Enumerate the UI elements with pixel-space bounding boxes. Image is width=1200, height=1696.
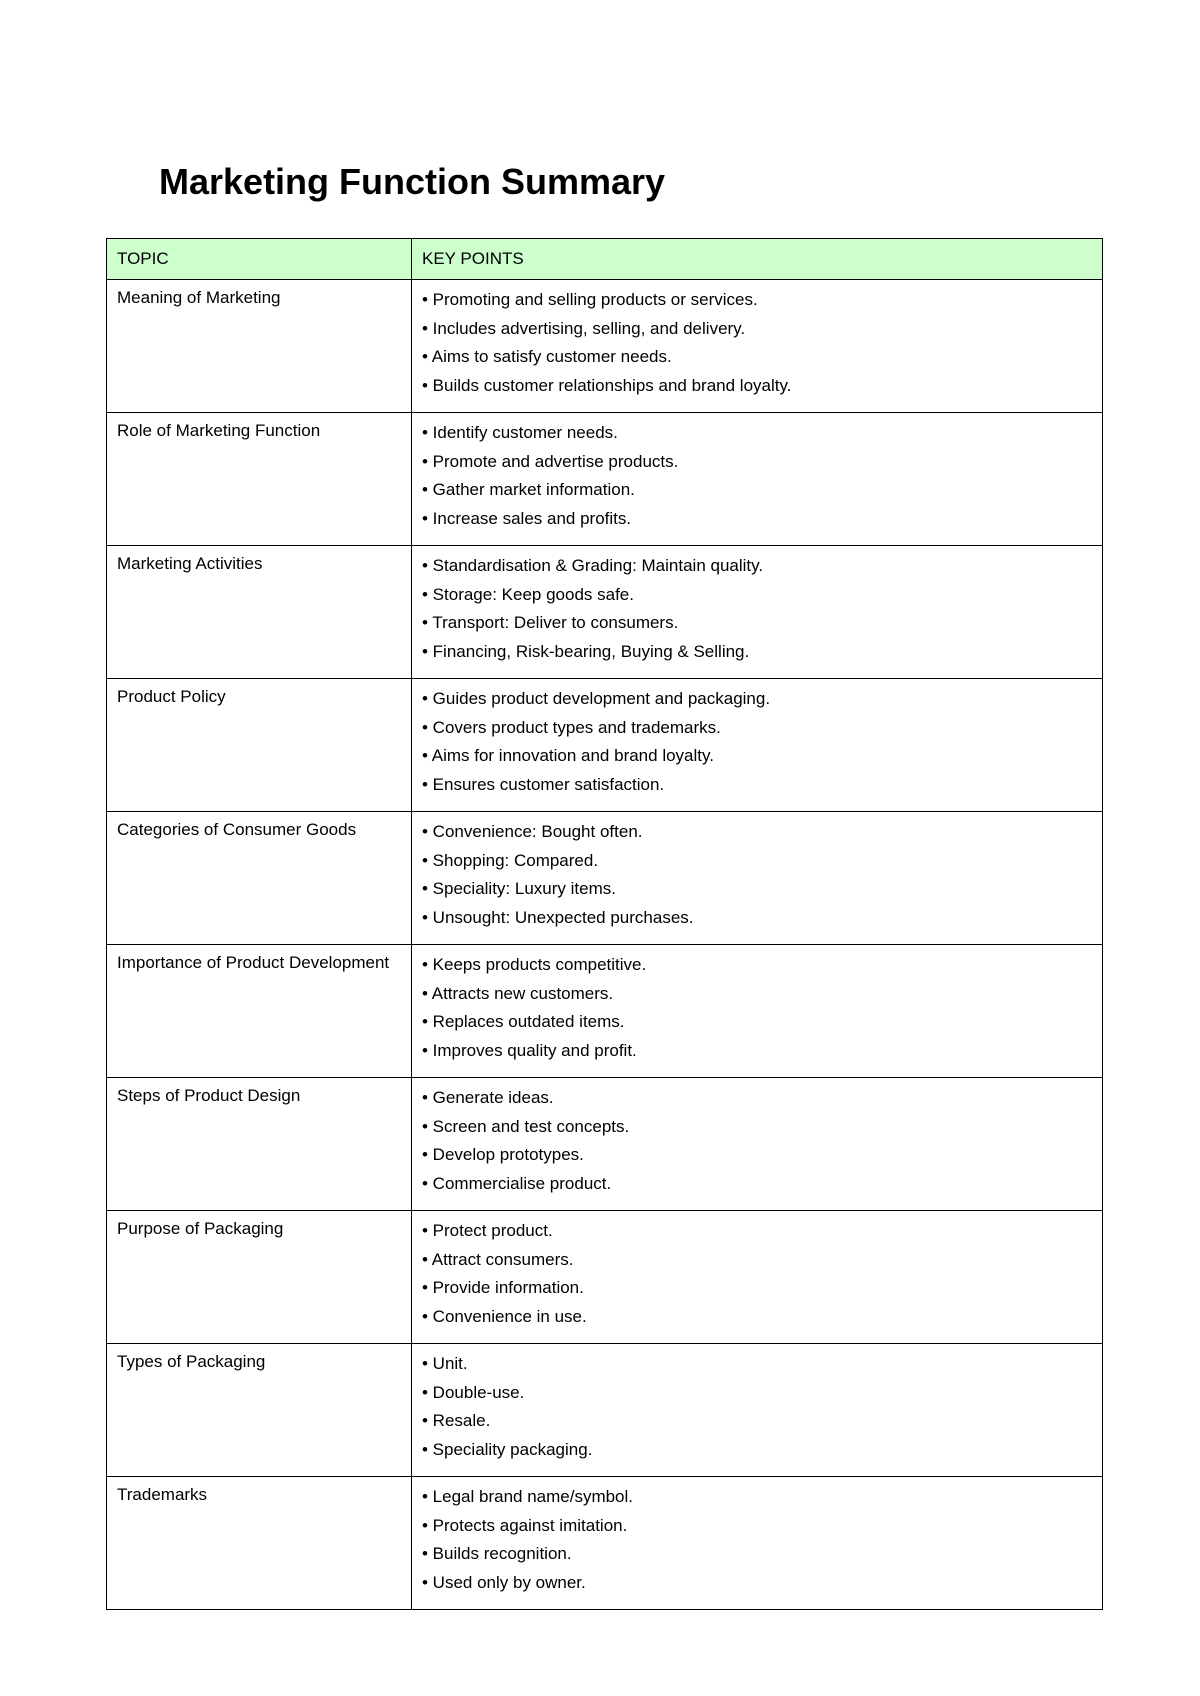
key-points-cell	[412, 812, 1103, 945]
key-point: • Gather market information.	[422, 480, 635, 500]
key-point: • Increase sales and profits.	[422, 508, 632, 528]
key-point: • Double-use.	[422, 1382, 525, 1402]
key-point: • Transport: Deliver to consumers.	[422, 613, 679, 633]
key-points-cell	[412, 1477, 1103, 1610]
topic-cell: Types of Packaging	[107, 1344, 412, 1477]
key-point: • Generate ideas.	[422, 1088, 554, 1107]
table-row	[107, 812, 1103, 945]
topic-cell: Product Policy	[107, 679, 412, 812]
key-points-cell	[412, 1078, 1103, 1211]
topic-cell: Trademarks	[107, 1477, 412, 1610]
key-point: • Attract consumers.	[422, 1249, 574, 1269]
key-point: • Protects against imitation.	[422, 1515, 628, 1535]
key-point: • Used only by owner.	[422, 1572, 586, 1592]
summary-table	[106, 238, 1103, 1610]
table-row	[107, 945, 1103, 1078]
key-point: • Shopping: Compared.	[422, 850, 599, 870]
table-body	[107, 280, 1103, 1610]
table-header-row	[107, 239, 1103, 280]
key-point: • Aims for innovation and brand loyalty.	[422, 746, 714, 766]
topic-cell: Steps of Product Design	[107, 1078, 412, 1211]
key-point: • Provide information.	[422, 1278, 584, 1298]
key-points-cell	[412, 413, 1103, 546]
key-point: • Attracts new customers.	[422, 983, 614, 1003]
key-point: • Unit.	[422, 1354, 468, 1373]
table-row	[107, 1211, 1103, 1344]
key-point: • Financing, Risk-bearing, Buying & Selling.	[422, 641, 750, 661]
topic-cell: Purpose of Packaging	[107, 1211, 412, 1344]
table-row	[107, 413, 1103, 546]
key-point: • Convenience in use.	[422, 1306, 587, 1326]
table-row	[107, 1078, 1103, 1211]
key-points-cell	[412, 1211, 1103, 1344]
topic-cell: Importance of Product Development	[107, 945, 412, 1078]
table-row	[107, 1344, 1103, 1477]
key-point: • Screen and test concepts.	[422, 1116, 630, 1136]
key-point: • Convenience: Bought often.	[422, 822, 643, 841]
page-title: Marketing Function Summary	[159, 161, 666, 202]
key-point: • Improves quality and profit.	[422, 1040, 637, 1060]
key-point: • Standardisation & Grading: Maintain quality.	[422, 556, 764, 575]
topic-cell: Categories of Consumer Goods	[107, 812, 412, 945]
topic-cell: Meaning of Marketing	[107, 280, 412, 413]
key-point: • Guides product development and packaging.	[422, 689, 771, 708]
key-point: • Keeps products competitive.	[422, 955, 647, 974]
key-points-cell	[412, 546, 1103, 679]
key-point: • Covers product types and trademarks.	[422, 717, 721, 737]
key-points-cell	[412, 679, 1103, 812]
key-point: • Replaces outdated items.	[422, 1012, 625, 1032]
key-points-cell	[412, 1344, 1103, 1477]
header-topic: TOPIC	[107, 239, 412, 280]
key-point: • Resale.	[422, 1411, 491, 1431]
key-points-cell	[412, 945, 1103, 1078]
topic-cell: Role of Marketing Function	[107, 413, 412, 546]
table-row	[107, 679, 1103, 812]
table-row	[107, 280, 1103, 413]
key-point: • Promoting and selling products or services.	[422, 290, 758, 309]
key-point: • Unsought: Unexpected purchases.	[422, 907, 694, 927]
header-key-points: KEY POINTS	[412, 239, 1103, 280]
key-point: • Identify customer needs.	[422, 423, 618, 442]
topic-cell: Marketing Activities	[107, 546, 412, 679]
key-point: • Storage: Keep goods safe.	[422, 584, 634, 604]
key-point: • Develop prototypes.	[422, 1145, 584, 1165]
key-point: • Includes advertising, selling, and delivery.	[422, 318, 746, 338]
key-point: • Builds customer relationships and brand loyalty.	[422, 375, 792, 395]
key-point: • Aims to satisfy customer needs.	[422, 347, 672, 367]
key-point: • Ensures customer satisfaction.	[422, 774, 665, 794]
key-point: • Speciality packaging.	[422, 1439, 593, 1459]
key-point: • Protect product.	[422, 1221, 553, 1240]
key-point: • Commercialise product.	[422, 1173, 612, 1193]
key-point: • Promote and advertise products.	[422, 451, 679, 471]
key-points-cell	[412, 280, 1103, 413]
key-point: • Speciality: Luxury items.	[422, 879, 616, 899]
table-row	[107, 546, 1103, 679]
key-point: • Legal brand name/symbol.	[422, 1487, 634, 1506]
key-point: • Builds recognition.	[422, 1544, 572, 1564]
table-row	[107, 1477, 1103, 1610]
